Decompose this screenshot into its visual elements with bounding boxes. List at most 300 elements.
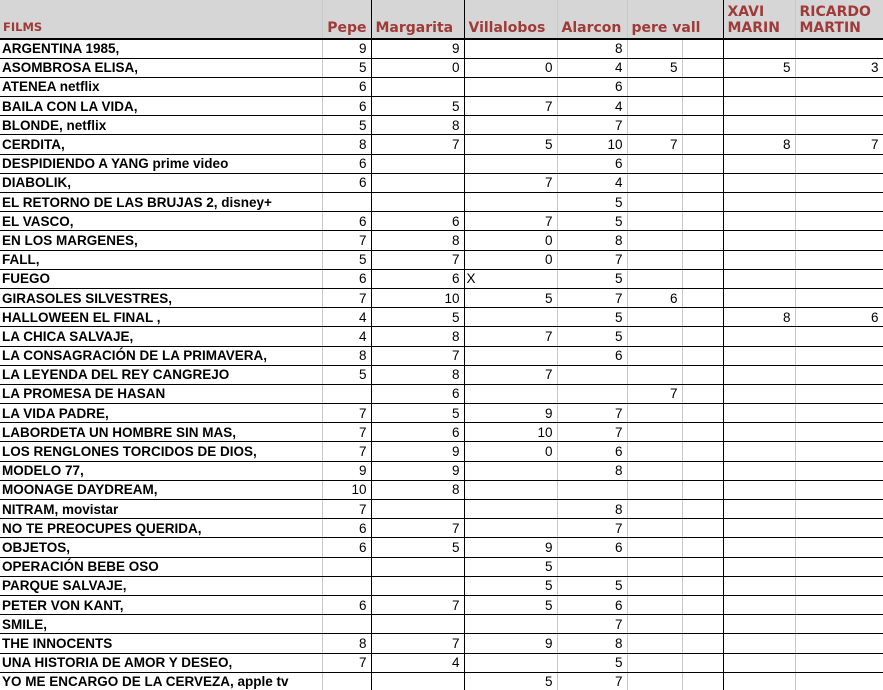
score-cell[interactable]: 5 — [464, 557, 557, 576]
score-cell[interactable] — [723, 365, 795, 384]
film-name-cell[interactable]: FALL, — [0, 250, 322, 269]
score-cell[interactable] — [795, 97, 883, 116]
score-cell[interactable] — [723, 576, 795, 595]
score-cell[interactable]: 6 — [557, 346, 627, 365]
film-name-cell[interactable]: LA LEYENDA DEL REY CANGREJO — [0, 365, 322, 384]
score-cell[interactable] — [322, 576, 371, 595]
score-cell[interactable] — [723, 384, 795, 403]
empty-cell[interactable] — [682, 135, 723, 154]
score-cell[interactable] — [723, 250, 795, 269]
score-cell[interactable]: 6 — [795, 308, 883, 327]
score-cell[interactable]: 8 — [322, 346, 371, 365]
score-cell[interactable]: 8 — [371, 327, 464, 346]
score-cell[interactable] — [723, 173, 795, 192]
score-cell[interactable]: 8 — [322, 634, 371, 653]
score-cell[interactable]: 5 — [557, 212, 627, 231]
score-cell[interactable]: 6 — [371, 384, 464, 403]
score-cell[interactable]: 6 — [557, 154, 627, 173]
empty-cell[interactable] — [682, 288, 723, 307]
empty-cell[interactable] — [682, 346, 723, 365]
score-cell[interactable] — [795, 423, 883, 442]
score-cell[interactable] — [322, 615, 371, 634]
score-cell[interactable]: 7 — [371, 135, 464, 154]
score-cell[interactable]: 8 — [723, 308, 795, 327]
empty-cell[interactable] — [682, 557, 723, 576]
score-cell[interactable] — [371, 576, 464, 595]
score-cell[interactable] — [795, 461, 883, 480]
score-cell[interactable]: 7 — [627, 135, 682, 154]
score-cell[interactable] — [371, 500, 464, 519]
empty-cell[interactable] — [682, 500, 723, 519]
score-cell[interactable] — [795, 615, 883, 634]
score-cell[interactable]: 7 — [322, 404, 371, 423]
score-cell[interactable] — [627, 423, 682, 442]
film-name-cell[interactable]: PETER VON KANT, — [0, 595, 322, 614]
score-cell[interactable]: 7 — [464, 173, 557, 192]
score-cell[interactable] — [371, 193, 464, 212]
score-cell[interactable]: 5 — [464, 672, 557, 690]
score-cell[interactable] — [464, 77, 557, 96]
score-cell[interactable] — [627, 595, 682, 614]
score-cell[interactable]: 7 — [557, 116, 627, 135]
score-cell[interactable] — [464, 39, 557, 58]
score-cell[interactable]: 5 — [464, 288, 557, 307]
score-cell[interactable] — [464, 384, 557, 403]
score-cell[interactable] — [723, 442, 795, 461]
score-cell[interactable]: 7 — [557, 423, 627, 442]
score-cell[interactable] — [795, 634, 883, 653]
score-cell[interactable] — [627, 97, 682, 116]
film-name-cell[interactable]: LABORDETA UN HOMBRE SIN MAS, — [0, 423, 322, 442]
score-cell[interactable]: 0 — [464, 58, 557, 77]
score-cell[interactable]: 6 — [322, 538, 371, 557]
score-cell[interactable]: 8 — [371, 365, 464, 384]
empty-cell[interactable] — [682, 39, 723, 58]
score-cell[interactable] — [723, 519, 795, 538]
score-cell[interactable] — [795, 269, 883, 288]
empty-cell[interactable] — [682, 327, 723, 346]
score-cell[interactable]: 4 — [557, 173, 627, 192]
score-cell[interactable]: 7 — [557, 672, 627, 690]
empty-cell[interactable] — [682, 212, 723, 231]
column-header-pepe[interactable]: Pepe — [322, 0, 371, 39]
score-cell[interactable] — [795, 154, 883, 173]
score-cell[interactable] — [723, 538, 795, 557]
score-cell[interactable]: 8 — [723, 135, 795, 154]
score-cell[interactable] — [795, 404, 883, 423]
column-header-villalobos[interactable]: Villalobos — [464, 0, 557, 39]
score-cell[interactable]: 4 — [557, 97, 627, 116]
score-cell[interactable] — [723, 480, 795, 499]
score-cell[interactable] — [723, 154, 795, 173]
empty-cell[interactable] — [682, 423, 723, 442]
score-cell[interactable]: 10 — [464, 423, 557, 442]
empty-cell[interactable] — [682, 634, 723, 653]
score-cell[interactable]: 6 — [557, 538, 627, 557]
film-name-cell[interactable]: OBJETOS, — [0, 538, 322, 557]
film-name-cell[interactable]: LA VIDA PADRE, — [0, 404, 322, 423]
film-name-cell[interactable]: BLONDE, netflix — [0, 116, 322, 135]
empty-cell[interactable] — [682, 519, 723, 538]
score-cell[interactable]: 7 — [322, 231, 371, 250]
score-cell[interactable] — [371, 557, 464, 576]
score-cell[interactable]: 7 — [557, 288, 627, 307]
score-cell[interactable] — [464, 480, 557, 499]
film-name-cell[interactable]: SMILE, — [0, 615, 322, 634]
score-cell[interactable] — [464, 308, 557, 327]
score-cell[interactable]: 5 — [464, 576, 557, 595]
score-cell[interactable]: 9 — [371, 39, 464, 58]
score-cell[interactable] — [795, 576, 883, 595]
score-cell[interactable] — [322, 672, 371, 690]
score-cell[interactable]: 7 — [795, 135, 883, 154]
score-cell[interactable]: 5 — [322, 58, 371, 77]
empty-cell[interactable] — [682, 404, 723, 423]
score-cell[interactable]: 5 — [322, 116, 371, 135]
score-cell[interactable] — [322, 384, 371, 403]
score-cell[interactable]: 5 — [627, 58, 682, 77]
score-cell[interactable] — [464, 461, 557, 480]
film-name-cell[interactable]: FUEGO — [0, 269, 322, 288]
score-cell[interactable] — [795, 39, 883, 58]
film-name-cell[interactable]: DIABOLIK, — [0, 173, 322, 192]
score-cell[interactable] — [627, 557, 682, 576]
score-cell[interactable]: 6 — [371, 269, 464, 288]
empty-cell[interactable] — [682, 58, 723, 77]
film-name-cell[interactable]: GIRASOLES SILVESTRES, — [0, 288, 322, 307]
score-cell[interactable] — [723, 39, 795, 58]
score-cell[interactable]: 6 — [557, 595, 627, 614]
score-cell[interactable] — [723, 346, 795, 365]
score-cell[interactable] — [795, 384, 883, 403]
film-name-cell[interactable]: THE INNOCENTS — [0, 634, 322, 653]
score-cell[interactable]: 9 — [322, 39, 371, 58]
score-cell[interactable] — [464, 615, 557, 634]
score-cell[interactable]: 5 — [557, 576, 627, 595]
score-cell[interactable] — [795, 480, 883, 499]
score-cell[interactable]: 8 — [557, 500, 627, 519]
film-name-cell[interactable]: OPERACIÓN BEBE OSO — [0, 557, 322, 576]
empty-cell[interactable] — [682, 672, 723, 690]
score-cell[interactable]: 6 — [322, 97, 371, 116]
score-cell[interactable]: 6 — [557, 442, 627, 461]
column-header-pere-vall[interactable]: pere vall — [627, 0, 723, 39]
column-header-films[interactable]: FILMS — [0, 0, 322, 39]
film-name-cell[interactable]: UNA HISTORIA DE AMOR Y DESEO, — [0, 653, 322, 672]
score-cell[interactable]: 8 — [371, 116, 464, 135]
score-cell[interactable]: 6 — [371, 423, 464, 442]
score-cell[interactable] — [464, 519, 557, 538]
score-cell[interactable] — [795, 173, 883, 192]
score-cell[interactable]: 6 — [322, 154, 371, 173]
score-cell[interactable]: 4 — [322, 308, 371, 327]
empty-cell[interactable] — [682, 442, 723, 461]
score-cell[interactable] — [627, 212, 682, 231]
score-cell[interactable] — [371, 154, 464, 173]
score-cell[interactable] — [795, 672, 883, 690]
score-cell[interactable] — [371, 615, 464, 634]
score-cell[interactable]: 7 — [322, 500, 371, 519]
film-name-cell[interactable]: YO ME ENCARGO DE LA CERVEZA, apple tv — [0, 672, 322, 690]
empty-cell[interactable] — [682, 384, 723, 403]
score-cell[interactable] — [371, 672, 464, 690]
score-cell[interactable]: 9 — [371, 461, 464, 480]
score-cell[interactable]: 5 — [464, 595, 557, 614]
score-cell[interactable] — [627, 538, 682, 557]
score-cell[interactable]: 7 — [464, 212, 557, 231]
score-cell[interactable]: 0 — [371, 58, 464, 77]
empty-cell[interactable] — [682, 231, 723, 250]
empty-cell[interactable] — [682, 365, 723, 384]
empty-cell[interactable] — [682, 576, 723, 595]
empty-cell[interactable] — [682, 269, 723, 288]
score-cell[interactable]: 6 — [557, 77, 627, 96]
score-cell[interactable] — [464, 500, 557, 519]
score-cell[interactable]: 7 — [322, 423, 371, 442]
score-cell[interactable] — [627, 634, 682, 653]
score-cell[interactable] — [627, 672, 682, 690]
score-cell[interactable] — [723, 653, 795, 672]
score-cell[interactable] — [795, 595, 883, 614]
score-cell[interactable] — [723, 557, 795, 576]
empty-cell[interactable] — [682, 154, 723, 173]
score-cell[interactable] — [627, 116, 682, 135]
score-cell[interactable]: 6 — [322, 595, 371, 614]
score-cell[interactable]: 7 — [464, 327, 557, 346]
score-cell[interactable] — [627, 308, 682, 327]
score-cell[interactable] — [464, 653, 557, 672]
score-cell[interactable]: 3 — [795, 58, 883, 77]
score-cell[interactable] — [627, 442, 682, 461]
score-cell[interactable] — [723, 116, 795, 135]
score-cell[interactable] — [723, 461, 795, 480]
score-cell[interactable] — [557, 557, 627, 576]
score-cell[interactable]: 5 — [557, 193, 627, 212]
score-cell[interactable] — [464, 193, 557, 212]
score-cell[interactable] — [723, 634, 795, 653]
score-cell[interactable] — [723, 404, 795, 423]
score-cell[interactable]: 10 — [322, 480, 371, 499]
score-cell[interactable] — [627, 615, 682, 634]
score-cell[interactable] — [627, 250, 682, 269]
score-cell[interactable] — [723, 423, 795, 442]
score-cell[interactable]: 6 — [322, 269, 371, 288]
score-cell[interactable]: 6 — [627, 288, 682, 307]
score-cell[interactable]: 10 — [557, 135, 627, 154]
empty-cell[interactable] — [682, 595, 723, 614]
film-name-cell[interactable]: CERDITA, — [0, 135, 322, 154]
score-cell[interactable] — [627, 519, 682, 538]
score-cell[interactable]: 7 — [322, 653, 371, 672]
score-cell[interactable] — [627, 653, 682, 672]
score-cell[interactable]: 7 — [371, 250, 464, 269]
score-cell[interactable]: 8 — [557, 634, 627, 653]
score-cell[interactable]: 7 — [557, 519, 627, 538]
score-cell[interactable] — [322, 557, 371, 576]
score-cell[interactable]: 7 — [557, 615, 627, 634]
score-cell[interactable] — [627, 576, 682, 595]
score-cell[interactable]: 6 — [322, 212, 371, 231]
score-cell[interactable]: 6 — [371, 212, 464, 231]
score-cell[interactable] — [627, 480, 682, 499]
score-cell[interactable] — [627, 461, 682, 480]
film-name-cell[interactable]: LA PROMESA DE HASAN — [0, 384, 322, 403]
score-cell[interactable]: 7 — [322, 288, 371, 307]
score-cell[interactable]: 4 — [371, 653, 464, 672]
film-name-cell[interactable]: HALLOWEEN EL FINAL , — [0, 308, 322, 327]
empty-cell[interactable] — [682, 615, 723, 634]
score-cell[interactable] — [627, 77, 682, 96]
score-cell[interactable] — [627, 173, 682, 192]
empty-cell[interactable] — [682, 116, 723, 135]
score-cell[interactable] — [627, 39, 682, 58]
score-cell[interactable] — [557, 384, 627, 403]
score-cell[interactable]: 8 — [322, 135, 371, 154]
score-cell[interactable] — [557, 480, 627, 499]
score-cell[interactable] — [795, 193, 883, 212]
score-cell[interactable] — [464, 346, 557, 365]
score-cell[interactable] — [723, 77, 795, 96]
score-cell[interactable]: 8 — [557, 39, 627, 58]
score-cell[interactable] — [371, 173, 464, 192]
score-cell[interactable]: 5 — [557, 308, 627, 327]
score-cell[interactable]: 9 — [322, 461, 371, 480]
score-cell[interactable] — [723, 327, 795, 346]
score-cell[interactable] — [795, 250, 883, 269]
score-cell[interactable]: 9 — [464, 538, 557, 557]
score-cell[interactable] — [627, 346, 682, 365]
film-name-cell[interactable]: LA CHICA SALVAJE, — [0, 327, 322, 346]
film-name-cell[interactable]: MODELO 77, — [0, 461, 322, 480]
score-cell[interactable] — [464, 116, 557, 135]
score-cell[interactable]: 5 — [557, 269, 627, 288]
score-cell[interactable]: 5 — [464, 135, 557, 154]
score-cell[interactable] — [723, 212, 795, 231]
score-cell[interactable] — [322, 193, 371, 212]
score-cell[interactable] — [795, 500, 883, 519]
score-cell[interactable] — [723, 288, 795, 307]
score-cell[interactable]: X — [464, 269, 557, 288]
film-name-cell[interactable]: MOONAGE DAYDREAM, — [0, 480, 322, 499]
empty-cell[interactable] — [682, 308, 723, 327]
score-cell[interactable]: 5 — [371, 404, 464, 423]
score-cell[interactable] — [795, 653, 883, 672]
score-cell[interactable]: 7 — [557, 250, 627, 269]
score-cell[interactable]: 4 — [557, 58, 627, 77]
film-name-cell[interactable]: NITRAM, movistar — [0, 500, 322, 519]
score-cell[interactable] — [723, 97, 795, 116]
score-cell[interactable]: 5 — [322, 250, 371, 269]
score-cell[interactable] — [723, 595, 795, 614]
score-cell[interactable] — [464, 154, 557, 173]
score-cell[interactable]: 4 — [322, 327, 371, 346]
score-cell[interactable] — [795, 538, 883, 557]
score-cell[interactable] — [795, 442, 883, 461]
score-cell[interactable]: 7 — [371, 595, 464, 614]
score-cell[interactable] — [795, 557, 883, 576]
score-cell[interactable]: 0 — [464, 231, 557, 250]
score-cell[interactable]: 7 — [371, 346, 464, 365]
empty-cell[interactable] — [682, 193, 723, 212]
score-cell[interactable] — [723, 500, 795, 519]
empty-cell[interactable] — [682, 461, 723, 480]
score-cell[interactable]: 0 — [464, 250, 557, 269]
film-name-cell[interactable]: EL VASCO, — [0, 212, 322, 231]
score-cell[interactable]: 7 — [464, 365, 557, 384]
film-name-cell[interactable]: ASOMBROSA ELISA, — [0, 58, 322, 77]
empty-cell[interactable] — [682, 77, 723, 96]
score-cell[interactable]: 8 — [557, 231, 627, 250]
score-cell[interactable]: 8 — [371, 231, 464, 250]
column-header-ricardo-martin[interactable]: RICARDO MARTIN — [795, 0, 883, 39]
film-name-cell[interactable]: ARGENTINA 1985, — [0, 39, 322, 58]
empty-cell[interactable] — [682, 538, 723, 557]
score-cell[interactable] — [627, 365, 682, 384]
score-cell[interactable]: 0 — [464, 442, 557, 461]
film-name-cell[interactable]: EN LOS MARGENES, — [0, 231, 322, 250]
score-cell[interactable] — [627, 327, 682, 346]
score-cell[interactable]: 6 — [322, 77, 371, 96]
empty-cell[interactable] — [682, 250, 723, 269]
score-cell[interactable] — [723, 231, 795, 250]
score-cell[interactable] — [795, 116, 883, 135]
score-cell[interactable] — [627, 154, 682, 173]
score-cell[interactable] — [795, 212, 883, 231]
film-name-cell[interactable]: LOS RENGLONES TORCIDOS DE DIOS, — [0, 442, 322, 461]
score-cell[interactable] — [795, 365, 883, 384]
empty-cell[interactable] — [682, 653, 723, 672]
empty-cell[interactable] — [682, 173, 723, 192]
score-cell[interactable]: 7 — [371, 634, 464, 653]
score-cell[interactable]: 8 — [371, 480, 464, 499]
score-cell[interactable] — [723, 269, 795, 288]
score-cell[interactable] — [795, 519, 883, 538]
score-cell[interactable] — [795, 231, 883, 250]
film-name-cell[interactable]: BAILA CON LA VIDA, — [0, 97, 322, 116]
score-cell[interactable] — [627, 269, 682, 288]
score-cell[interactable] — [627, 231, 682, 250]
empty-cell[interactable] — [682, 480, 723, 499]
score-cell[interactable] — [795, 77, 883, 96]
score-cell[interactable] — [795, 346, 883, 365]
score-cell[interactable]: 5 — [557, 653, 627, 672]
score-cell[interactable]: 5 — [723, 58, 795, 77]
film-name-cell[interactable]: ATENEA netflix — [0, 77, 322, 96]
column-header-alarcon[interactable]: Alarcon — [557, 0, 627, 39]
score-cell[interactable] — [557, 365, 627, 384]
score-cell[interactable] — [371, 77, 464, 96]
empty-cell[interactable] — [682, 97, 723, 116]
score-cell[interactable]: 7 — [557, 404, 627, 423]
score-cell[interactable]: 6 — [322, 173, 371, 192]
score-cell[interactable]: 7 — [464, 97, 557, 116]
score-cell[interactable]: 5 — [371, 308, 464, 327]
score-cell[interactable]: 7 — [371, 519, 464, 538]
film-name-cell[interactable]: PARQUE SALVAJE, — [0, 576, 322, 595]
score-cell[interactable]: 5 — [557, 327, 627, 346]
column-header-xavi-marin[interactable]: XAVI MARIN — [723, 0, 795, 39]
score-cell[interactable]: 8 — [557, 461, 627, 480]
score-cell[interactable]: 7 — [627, 384, 682, 403]
score-cell[interactable] — [627, 500, 682, 519]
score-cell[interactable] — [723, 672, 795, 690]
score-cell[interactable]: 7 — [322, 442, 371, 461]
score-cell[interactable] — [723, 193, 795, 212]
score-cell[interactable]: 10 — [371, 288, 464, 307]
score-cell[interactable] — [627, 193, 682, 212]
score-cell[interactable]: 9 — [464, 404, 557, 423]
score-cell[interactable]: 5 — [322, 365, 371, 384]
